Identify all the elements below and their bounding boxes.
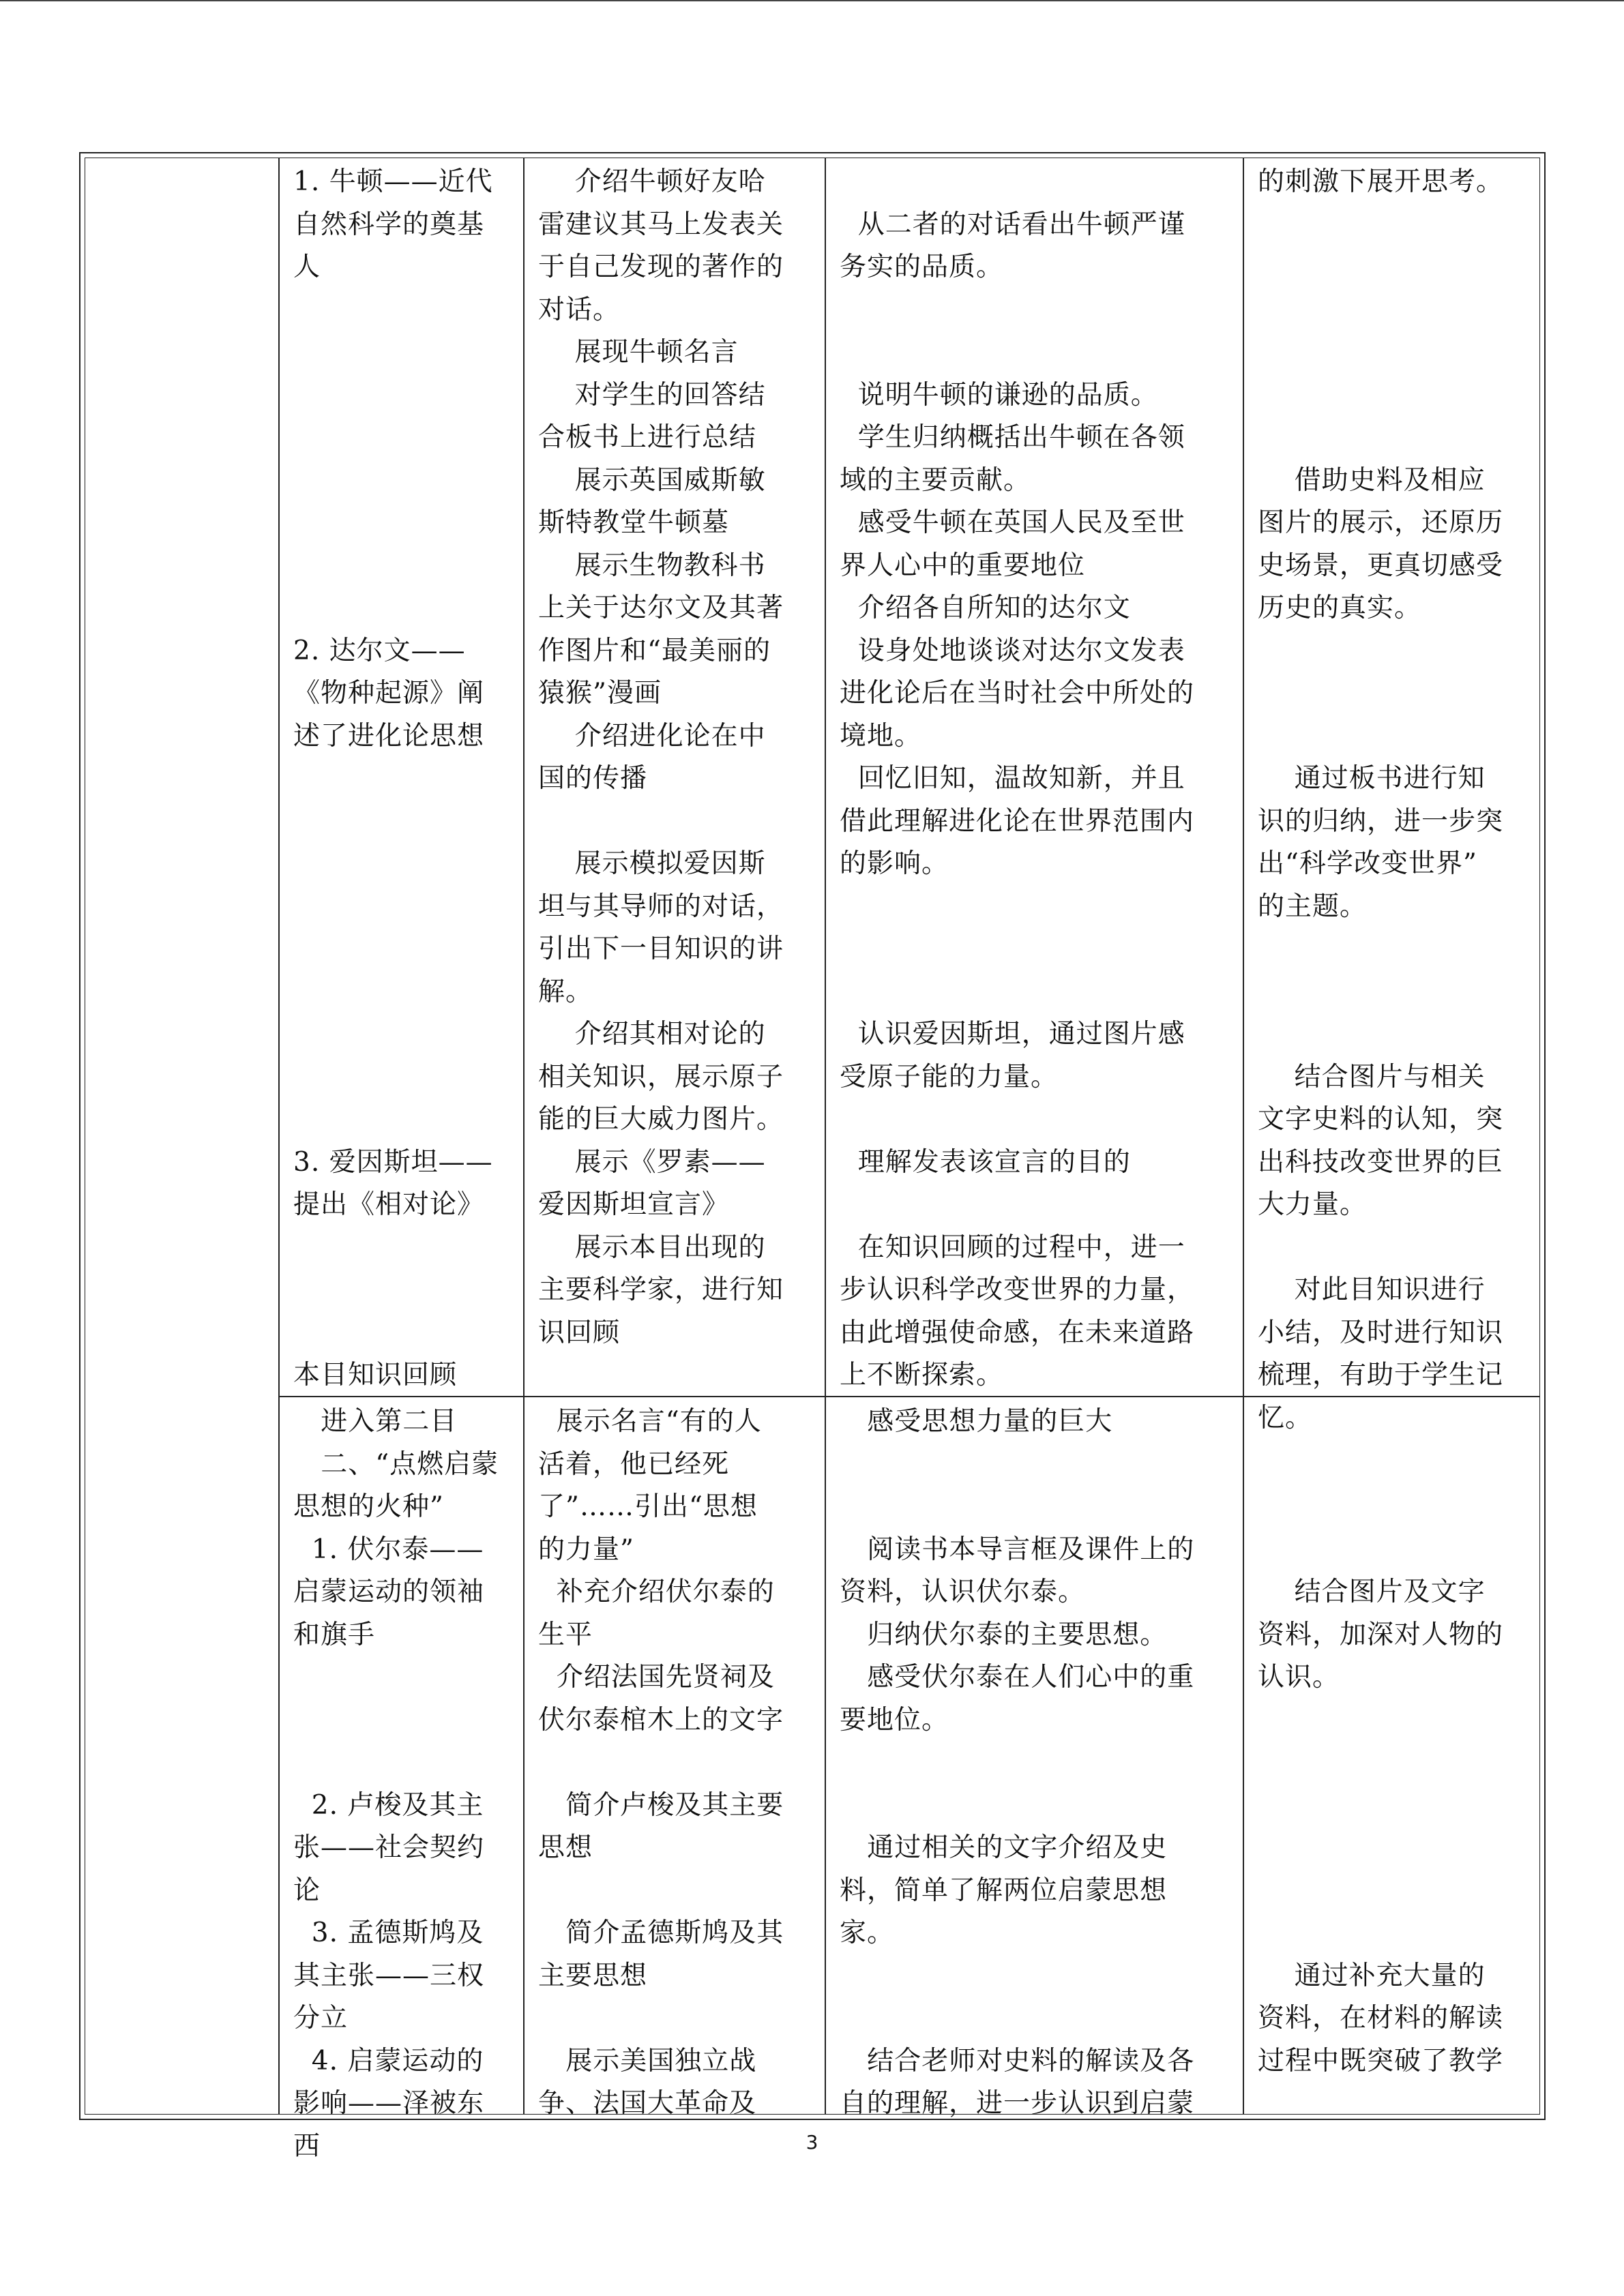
column-divider — [1243, 158, 1244, 2114]
design-intent-cell: 结合图片及文字 资料，加深对人物的 认识。 通过补充大量的 资料，在材料的解读 过程中既突破了教学 — [1258, 1577, 1504, 2076]
lesson-table-inner — [85, 158, 1540, 2162]
lesson-table — [79, 152, 1546, 2162]
teacher-activity-cell: 介绍牛顿好友哈 雷建议其马上发表关 于自己发现的著作的 对话。 展现牛顿名言 对学生的回答结 合板书上进行总结 展示英国威斯敏 斯特教堂牛顿墓 展示生物教科书 上关于达尔文及其著 作图片和“最美丽的 猿猴”漫画 介绍进化论在中 国的传播 展示模拟爱因斯 坦与其导师的对话， 引出下一目知识的讲 解。 介绍其相对论的 相关知识，展示原子 能的巨大威力图片。 展示《罗素—— 爱因斯坦宣言》 展示本目出现的 主要科学家，进行知 识回顾 — [538, 166, 784, 1348]
student-activity-cell: 感受思想力量的巨大 阅读书本导言框及课件上的 资料，认识伏尔泰。 归纳伏尔泰的主要思想。 感受伏尔泰在人们心中的重 要地位。 通过相关的文字介绍及史 料，简单了解两位启蒙思想 家。 结合老师对史料的解读及各 自的理解，进一步认识到启蒙 — [840, 1406, 1195, 2119]
design-intent-cell: 的刺激下展开思考。 借助史料及相应 图片的展示，还原历 史场景，更真切感受 历史的真实。 通过板书进行知 识的归纳，进一步突 出“科学改变世界” 的主题。 结合图片与相关 文字史料的认知，突 出科技改变世界的巨 大力量。 对此目知识进行 小结，及时进行知识 梳理，有助于学生记 忆。 — [1258, 166, 1504, 1433]
column-divider — [825, 158, 826, 2114]
teacher-activity-cell: 展示名言“有的人 活着，他已经死 了”……引出“思想 的力量” 补充介绍伏尔泰的 生平 介绍法国先贤祠及 伏尔泰棺木上的文字 简介卢梭及其主要 思想 简介孟德斯鸠及其 主要思想 展示美国独立战 争、法国大革命及 — [538, 1406, 784, 2119]
page-number: 3 — [806, 2131, 818, 2153]
content-cell: 1. 牛顿——近代 自然科学的奠基 人 2. 达尔文—— 《物种起源》阐 述了进化论思想 3. 爱因斯坦—— 提出《相对论》 本目知识回顾 — [293, 166, 493, 1390]
student-activity-cell: 从二者的对话看出牛顿严谨 务实的品质。 说明牛顿的谦逊的品质。 学生归纳概括出牛顿在各领 域的主要贡献。 感受牛顿在英国人民及至世 界人心中的重要地位 介绍各自所知的达尔文 设身处地谈谈对达尔文发表 进化论后在当时社会中所处的 境地。 回忆旧知，温故知新，并且 借此理解进化论在世界范围内 的影响。 认识爱因斯坦，通过图片感 受原子能的力量。 理解发表该宣言的目的 在知识回顾的过程中，进一 步认识科学改变世界的力量， 由此增强使命感，在未来道路 上不断探索。 — [840, 209, 1195, 1390]
column-divider — [523, 158, 525, 2114]
content-cell: 进入第二目 二、“点燃启蒙 思想的火种” 1. 伏尔泰—— 启蒙运动的领袖 和旗手 2. 卢梭及其主 张——社会契约 论 3. 孟德斯鸠及 其主张——三权 分立 4. 启蒙运动的 影响——泽被东 西 — [293, 1406, 499, 2162]
page-top-border — [0, 0, 1624, 1]
column-divider — [278, 158, 280, 2114]
